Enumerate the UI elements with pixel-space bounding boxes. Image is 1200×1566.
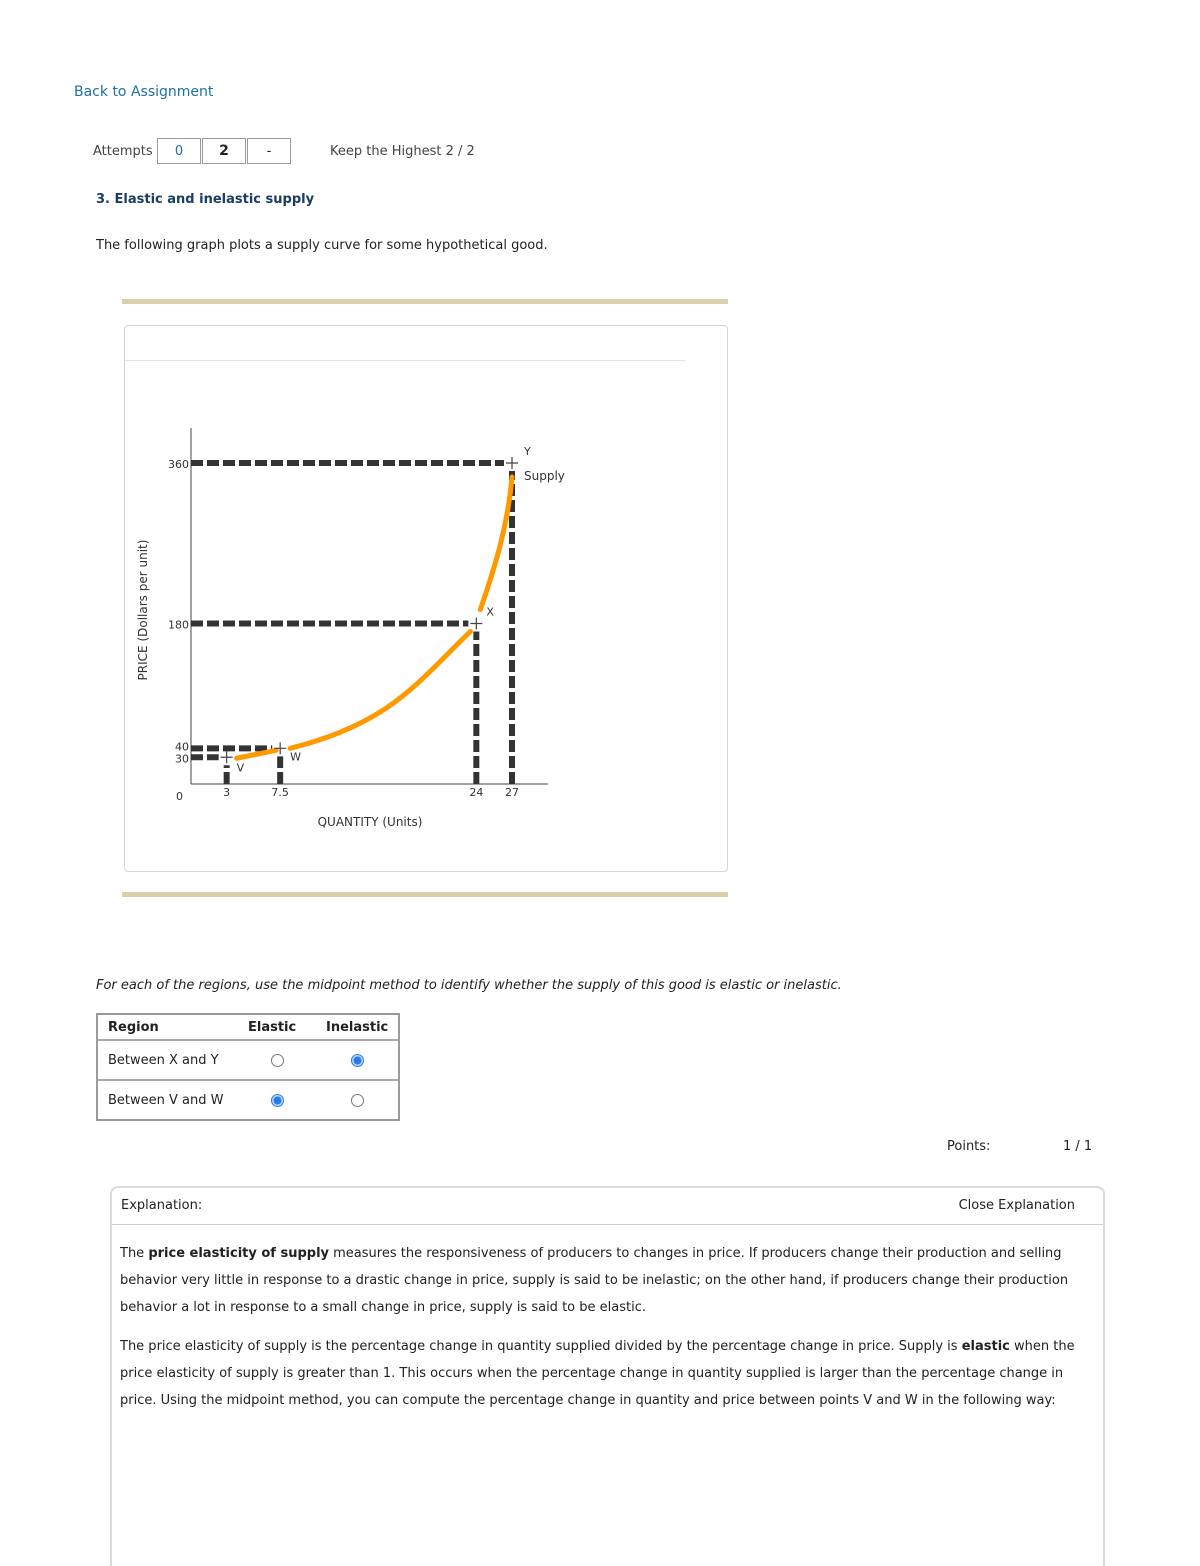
cell-elastic (238, 1080, 316, 1120)
keep-highest-value: 2 / 2 (445, 144, 475, 159)
x-tick-label: 3 (223, 786, 231, 799)
table-row (97, 1040, 399, 1080)
keep-highest-text: Keep the Highest (330, 144, 442, 159)
explanation-paragraph-1 (120, 1240, 1095, 1321)
cell-inelastic (316, 1040, 399, 1080)
points-label: Points: (947, 1139, 991, 1154)
point-marker-y (506, 457, 518, 469)
supply-curve (237, 477, 512, 758)
p1-bold: price elasticity of supply (148, 1246, 330, 1261)
region-label: Between X and Y (97, 1040, 238, 1080)
y-tick-label: 40 (175, 740, 189, 754)
point-marker-v (221, 751, 233, 763)
point-marker-x (470, 618, 482, 630)
explanation-paragraph-2 (120, 1333, 1095, 1414)
p1-pre: The (120, 1246, 149, 1261)
header-inelastic: Inelastic (316, 1014, 399, 1040)
radio-vw-inelastic[interactable] (351, 1094, 364, 1107)
point-label-y: Y (524, 445, 531, 458)
attempt-box-2[interactable]: 2 (202, 138, 246, 164)
x-axis-title: QUANTITY (Units) (317, 815, 423, 829)
close-explanation-button[interactable]: Close Explanation (958, 1198, 1075, 1213)
instruction-text: For each of the regions, use the midpoint method to identify whether the supply of this good is elastic or inelastic. (96, 978, 842, 993)
explanation-panel (110, 1186, 1105, 1566)
p1-post: measures the responsiveness of producers to changes in price. If producers change their production and selling behavior very little in response to a drastic change in price, supply is said to be inelastic; on the other hand, if producers change their production behavior a lot in response to a small change in price, supply is said to be elastic. (120, 1246, 1069, 1315)
explanation-body (120, 1240, 1095, 1426)
p2-pre: The price elasticity of supply is the percentage change in quantity supplied divided by the percentage change in price. Supply is (120, 1339, 962, 1354)
p2-bold: elastic (961, 1339, 1010, 1354)
y-tick-label: 180 (168, 618, 189, 632)
question-intro: The following graph plots a supply curve for some hypothetical good. (96, 238, 548, 253)
explanation-title: Explanation: (121, 1198, 203, 1213)
point-label-x: X (486, 605, 494, 619)
header-elastic: Elastic (238, 1014, 316, 1040)
question-title: 3. Elastic and inelastic supply (96, 192, 315, 207)
table-row (97, 1080, 399, 1120)
cell-elastic (238, 1040, 316, 1080)
x-tick-label: 27 (505, 786, 519, 799)
p2-post: when the price elasticity of supply is greater than 1. This occurs when the percentage change in quantity supplied is larger than the percentage change in price. Using the midpoint method, you can compute the percentage change in quantity and price between points V and W in the following way: (120, 1339, 1075, 1408)
point-label-w: W (290, 750, 302, 764)
regions-table (96, 1013, 400, 1121)
back-to-assignment-link[interactable]: Back to Assignment (74, 84, 214, 100)
explanation-header (112, 1188, 1103, 1225)
series-label-supply: Supply (524, 469, 565, 483)
radio-vw-elastic[interactable] (271, 1094, 284, 1107)
origin-label: 0 (176, 790, 183, 803)
points-value: 1 / 1 (1063, 1139, 1093, 1154)
y-tick-label: 360 (168, 458, 189, 471)
attempt-box-3[interactable]: - (247, 138, 291, 164)
x-tick-label: 7.5 (271, 786, 289, 799)
header-region: Region (97, 1014, 238, 1040)
attempt-box-1[interactable]: 0 (157, 138, 201, 164)
radio-xy-elastic[interactable] (271, 1054, 284, 1067)
point-label-v: V (236, 761, 245, 775)
y-axis-title: PRICE (Dollars per unit) (136, 539, 150, 681)
y-tick-label: 30 (175, 752, 189, 766)
regions-header-row (97, 1014, 399, 1040)
attempts-label: Attempts (93, 144, 153, 159)
cell-inelastic (316, 1080, 399, 1120)
radio-xy-inelastic[interactable] (351, 1054, 364, 1067)
region-label: Between V and W (97, 1080, 238, 1120)
x-tick-label: 24 (469, 786, 484, 799)
